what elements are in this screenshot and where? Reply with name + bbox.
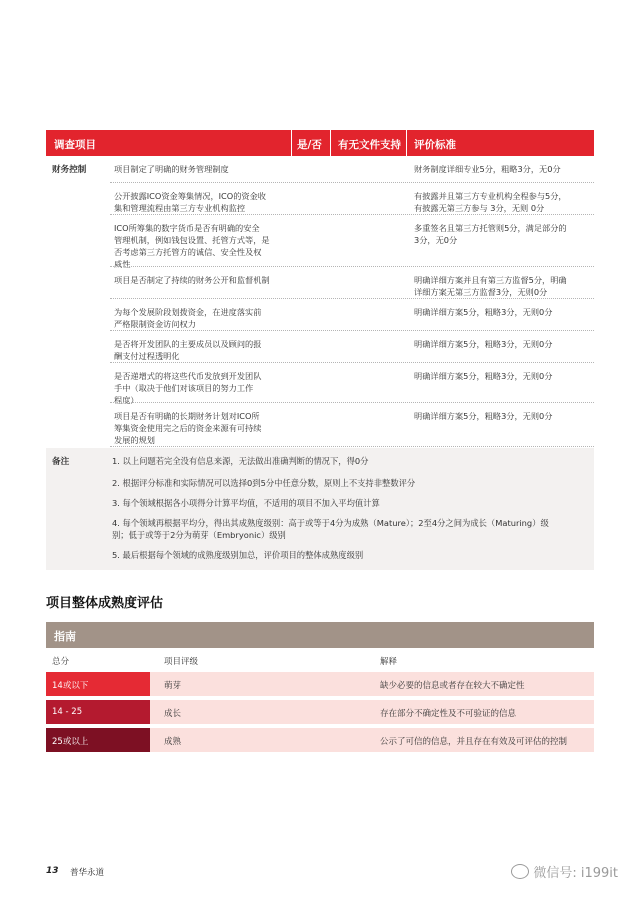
standard-line: 有披露并且第三方专业机构全程参与5分， (414, 191, 567, 201)
criterion-line: 为每个发展阶段划拨资金，在进度落实前 (114, 307, 262, 317)
standard-line: 明确详细方案5分，粗略3分，无则0分 (414, 371, 553, 381)
criterion-line: 否考虑第三方托管方的诚信、安全性及权 (114, 247, 262, 257)
score-cell (46, 672, 150, 696)
note-line: 别；低于或等于2分为萌芽（Embryonic）级别 (112, 530, 286, 540)
standard-line: 明确详细方案5分，粗略3分，无则0分 (414, 339, 553, 349)
score-cell (46, 728, 150, 752)
criterion-line: 项目是否有明确的长期财务计划对ICO所 (114, 411, 260, 421)
row-divider (110, 402, 594, 403)
standard-text (414, 274, 567, 298)
note-line: 1. 以上问题若完全没有信息来源，无法做出准确判断的情况下，得0分 (112, 456, 369, 466)
guide-row (46, 672, 594, 696)
criterion-text (114, 222, 270, 270)
notes-label: 备注 (52, 457, 70, 467)
standard-text (414, 222, 567, 246)
note-item (112, 517, 549, 541)
score-text: 14或以下 (52, 681, 89, 691)
guide-header (46, 622, 594, 648)
standard-text (414, 338, 552, 350)
row-divider (110, 330, 594, 331)
criterion-text (114, 274, 270, 286)
desc-text: 公示了可信的信息，并且存在有效及可评估的控制 (380, 737, 568, 747)
standard-line: 明确详细方案并且有第三方监督5分，明确 (414, 275, 567, 285)
footer-brand: 普华永道 (70, 868, 105, 878)
guide-row (46, 728, 594, 752)
standard-line: 有披露无第三方参与 3分，无则 0分 (414, 203, 545, 213)
standard-line: 详细方案无第三方监督3分，无则0分 (414, 287, 548, 297)
standard-line: 财务制度详细专业5分，粗略3分，无0分 (414, 164, 561, 174)
level-text: 成长 (164, 709, 182, 719)
criterion-line: 项目制定了明确的财务管理制度 (114, 164, 229, 174)
standard-text (414, 163, 561, 175)
criterion-line: 手中（取决于他们对该项目的努力工作 (114, 383, 254, 393)
header-yesno: 是/否 (297, 139, 322, 151)
guide-col-desc: 解释 (380, 657, 398, 667)
note-line: 4. 每个领域再根据平均分，得出其成熟度级别：高于或等于4分为成熟（Mature）；2至4分之间为成长（Maturing）级 (112, 518, 549, 528)
criterion-line: 发展的规划 (114, 435, 155, 445)
criterion-text (114, 306, 261, 330)
watermark-text: 微信号: i199it (533, 866, 618, 881)
criterion-text (114, 410, 261, 446)
standard-line: 多重签名且第三方托管则5分，满足部分的 (414, 223, 567, 233)
row-divider (110, 182, 594, 183)
guide-title: 指南 (54, 630, 76, 643)
criterion-text (114, 338, 261, 362)
criterion-line: 筹集资金使用完之后的资金来源有可持续 (114, 423, 262, 433)
wechat-icon (511, 864, 529, 879)
guide-col-level: 项目评级 (164, 657, 199, 667)
criterion-text (114, 370, 261, 406)
note-line: 2. 根据评分标准和实际情况可以选择0到5分中任意分数，原则上不支持非整数评分 (112, 478, 416, 488)
standard-line: 3分，无0分 (414, 235, 458, 245)
criterion-line: ICO所筹集的数字货币是否有明确的安全 (114, 223, 260, 233)
guide-col-score: 总分 (52, 657, 70, 667)
row-divider (110, 214, 594, 215)
criterion-line: 是否递增式的将这些代币发放到开发团队 (114, 371, 262, 381)
standard-text (414, 306, 552, 318)
watermark (511, 862, 618, 881)
table-header (46, 130, 594, 156)
standard-line: 明确详细方案5分，粗略3分，无则0分 (414, 307, 553, 317)
standard-text (414, 370, 552, 382)
note-line: 5. 最后根据每个领域的成熟度级别加总，评价项目的整体成熟度级别 (112, 550, 364, 560)
criterion-line: 程度） (114, 395, 139, 405)
desc-text: 缺少必要的信息或者存在较大不确定性 (380, 681, 525, 691)
desc-text: 存在部分不确定性及不可验证的信息 (380, 709, 517, 719)
note-item (112, 477, 415, 489)
level-text: 萌芽 (164, 681, 182, 691)
guide-row (46, 700, 594, 724)
criterion-text (114, 190, 266, 214)
section-title: 项目整体成熟度评估 (46, 596, 164, 611)
page-number: 13 (46, 866, 59, 876)
criterion-line: 严格限制资金访问权力 (114, 319, 196, 329)
header-item: 调查项目 (54, 139, 96, 151)
level-text: 成熟 (164, 737, 182, 747)
row-divider (110, 266, 594, 267)
criterion-line: 威性 (114, 259, 131, 269)
guide-columns (46, 648, 594, 672)
category-label: 财务控制 (52, 165, 87, 175)
note-line: 3. 每个领域根据各小项得分计算平均值，不适用的项目不加入平均值计算 (112, 498, 380, 508)
score-cell (46, 700, 150, 724)
standard-text (414, 410, 552, 422)
standard-text (414, 190, 567, 214)
header-doc: 有无文件支持 (338, 139, 401, 151)
note-item (112, 455, 368, 467)
criterion-line: 集和管理流程由第三方专业机构监控 (114, 203, 246, 213)
criterion-line: 酬支付过程透明化 (114, 351, 180, 361)
note-item (112, 549, 363, 561)
note-item (112, 497, 380, 509)
header-standard: 评价标准 (414, 139, 456, 151)
row-divider (110, 298, 594, 299)
criterion-line: 公开披露ICO资金筹集情况，ICO的资金收 (114, 191, 266, 201)
score-text: 25或以上 (52, 737, 89, 747)
criterion-line: 管理机制，例如钱包设置、托管方式等，是 (114, 235, 270, 245)
row-divider (110, 446, 594, 447)
criterion-line: 是否将开发团队的主要成员以及顾问的报 (114, 339, 262, 349)
criterion-text (114, 163, 229, 175)
score-text: 14 - 25 (52, 707, 83, 717)
criterion-line: 项目是否制定了持续的财务公开和监督机制 (114, 275, 270, 285)
row-divider (110, 362, 594, 363)
standard-line: 明确详细方案5分，粗略3分，无则0分 (414, 411, 553, 421)
